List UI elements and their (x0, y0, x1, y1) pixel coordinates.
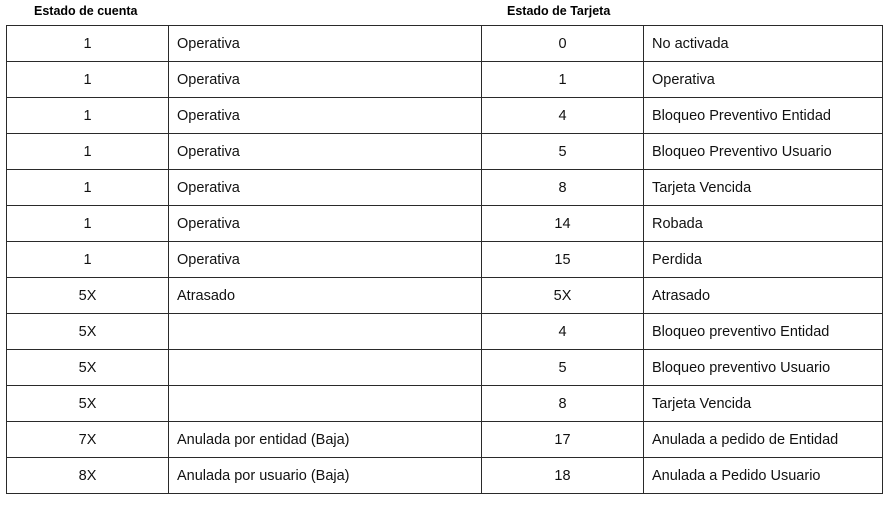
account-code-cell: 8X (7, 458, 169, 494)
card-code-cell: 5 (482, 134, 644, 170)
account-code-cell: 5X (7, 314, 169, 350)
card-code-cell: 15 (482, 242, 644, 278)
table-row (7, 62, 883, 98)
table-row (7, 278, 883, 314)
account-desc-cell: Operativa (169, 242, 482, 278)
card-desc-cell: Atrasado (644, 278, 883, 314)
account-desc-cell: Operativa (169, 206, 482, 242)
table-row (7, 458, 883, 494)
table-row (7, 350, 883, 386)
card-desc-cell: Perdida (644, 242, 883, 278)
account-code-cell: 5X (7, 278, 169, 314)
account-code-cell: 1 (7, 26, 169, 62)
account-desc-cell (169, 314, 482, 350)
card-desc-cell: Bloqueo Preventivo Entidad (644, 98, 883, 134)
account-status-heading: Estado de cuenta (34, 4, 138, 18)
card-desc-cell: No activada (644, 26, 883, 62)
card-desc-cell: Operativa (644, 62, 883, 98)
status-mapping-table (6, 25, 883, 494)
card-desc-cell: Tarjeta Vencida (644, 386, 883, 422)
card-code-cell: 8 (482, 170, 644, 206)
card-desc-cell: Robada (644, 206, 883, 242)
account-desc-cell: Anulada por usuario (Baja) (169, 458, 482, 494)
card-desc-cell: Bloqueo preventivo Usuario (644, 350, 883, 386)
account-desc-cell: Atrasado (169, 278, 482, 314)
card-desc-cell: Bloqueo preventivo Entidad (644, 314, 883, 350)
account-desc-cell: Anulada por entidad (Baja) (169, 422, 482, 458)
account-desc-cell: Operativa (169, 62, 482, 98)
account-desc-cell: Operativa (169, 134, 482, 170)
card-code-cell: 17 (482, 422, 644, 458)
account-desc-cell: Operativa (169, 26, 482, 62)
card-code-cell: 4 (482, 98, 644, 134)
account-code-cell: 7X (7, 422, 169, 458)
card-code-cell: 4 (482, 314, 644, 350)
account-code-cell: 1 (7, 206, 169, 242)
card-code-cell: 18 (482, 458, 644, 494)
account-code-cell: 1 (7, 134, 169, 170)
table-row (7, 314, 883, 350)
card-code-cell: 5X (482, 278, 644, 314)
card-desc-cell: Anulada a Pedido Usuario (644, 458, 883, 494)
account-code-cell: 1 (7, 62, 169, 98)
account-code-cell: 1 (7, 98, 169, 134)
table-row (7, 422, 883, 458)
account-code-cell: 1 (7, 170, 169, 206)
account-desc-cell: Operativa (169, 98, 482, 134)
account-code-cell: 5X (7, 386, 169, 422)
table-row (7, 98, 883, 134)
table-row (7, 170, 883, 206)
table-row (7, 242, 883, 278)
account-code-cell: 1 (7, 242, 169, 278)
card-code-cell: 0 (482, 26, 644, 62)
account-desc-cell (169, 350, 482, 386)
card-code-cell: 14 (482, 206, 644, 242)
card-desc-cell: Bloqueo Preventivo Usuario (644, 134, 883, 170)
card-desc-cell: Tarjeta Vencida (644, 170, 883, 206)
table-row (7, 134, 883, 170)
table-row (7, 26, 883, 62)
account-desc-cell (169, 386, 482, 422)
card-code-cell: 1 (482, 62, 644, 98)
account-desc-cell: Operativa (169, 170, 482, 206)
account-code-cell: 5X (7, 350, 169, 386)
table-row (7, 206, 883, 242)
card-code-cell: 5 (482, 350, 644, 386)
table-row (7, 386, 883, 422)
card-code-cell: 8 (482, 386, 644, 422)
card-status-heading: Estado de Tarjeta (507, 4, 611, 18)
card-desc-cell: Anulada a pedido de Entidad (644, 422, 883, 458)
